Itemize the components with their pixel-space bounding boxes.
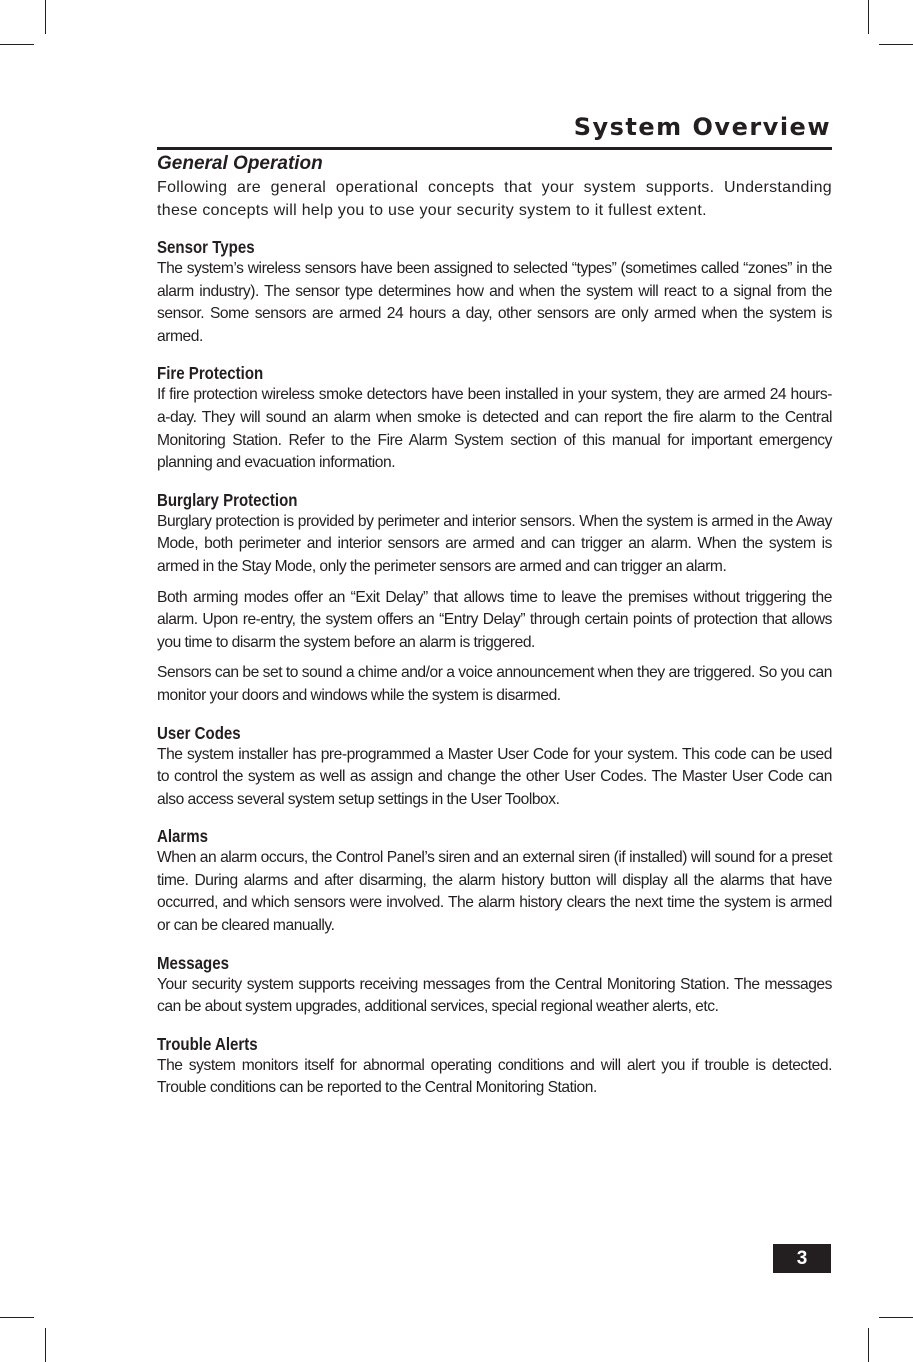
page-title: System Overview <box>573 113 831 141</box>
section-paragraph: The system monitors itself for abnormal operating conditions and will alert you if trouble is detected. Trouble conditions can be reported to the Central Monitoring Station. <box>157 1056 832 1097</box>
general-operation-heading: General Operation <box>157 153 323 174</box>
crop-mark-bottom-right-horizontal <box>879 1317 913 1318</box>
section-heading: Alarms <box>157 826 209 847</box>
section-paragraph: Both arming modes offer an “Exit Delay” that allows time to leave the premises without triggering the alarm. Upon re-entry, the system offers an “Entry Delay” through certain points of protection that allows you time to disarm the system before an alarm is triggered. <box>157 588 832 651</box>
crop-mark-top-left-horizontal <box>0 44 34 45</box>
section-heading: Messages <box>157 952 229 973</box>
title-rule <box>157 147 832 150</box>
section-paragraph: Burglary protection is provided by perimeter and interior sensors. When the system is armed in the Away Mode, both perimeter and interior sensors are armed and can trigger an alarm. When the system is armed in the Stay Mode, only the perimeter sensors are armed and can trigger an alarm. <box>157 512 832 575</box>
section-heading: Fire Protection <box>157 363 264 384</box>
crop-mark-bottom-right-vertical <box>868 1328 869 1362</box>
section-alarms <box>157 825 832 937</box>
section-burglary-protection <box>157 489 832 708</box>
section-paragraph: Sensors can be set to sound a chime and/or a voice announcement when they are triggered. So you can monitor your doors and windows while the system is disarmed. <box>157 664 832 704</box>
section-trouble-alerts <box>157 1033 832 1100</box>
section-heading: Sensor Types <box>157 237 255 257</box>
section-heading: Trouble Alerts <box>157 1033 258 1054</box>
section-user-codes <box>157 722 832 812</box>
section-sensor-types <box>157 236 832 348</box>
section-paragraph: If fire protection wireless smoke detectors have been installed in your system, they are armed 24 hours-a-day. They will sound an alarm when smoke is detected and can report the fire alarm to the Central Monitoring Station. Refer to the Fire Alarm System section of this manual for important emergency planning and evacuation information. <box>157 386 832 472</box>
section-messages <box>157 952 832 1019</box>
crop-mark-bottom-left-horizontal <box>0 1317 34 1318</box>
section-paragraph: The system installer has pre-programmed a Master User Code for your system. This code can be used to control the system as well as assign and change the other User Codes. The Master User Code can also access several system setup settings in the User Toolbox. <box>157 745 832 808</box>
section-paragraph: When an alarm occurs, the Control Panel’s siren and an external siren (if installed) will sound for a preset time. During alarms and after disarming, the alarm history button will display all the alarms that have occurred, and which sensors were involved. The alarm history clears the next time the system is armed or can be cleared manually. <box>157 849 832 935</box>
section-paragraph: The system’s wireless sensors have been assigned to selected “types” (sometimes called “zones” in the alarm industry). The sensor type determines how and when the system will react to a signal from the sensor. Some sensors are armed 24 hours a day, other sensors are only armed when the system is armed. <box>157 260 832 345</box>
page-number: 3 <box>773 1244 831 1273</box>
crop-mark-bottom-left-vertical <box>45 1328 46 1362</box>
crop-mark-top-left-vertical <box>45 0 46 34</box>
section-heading: User Codes <box>157 722 241 743</box>
section-fire-protection <box>157 362 832 474</box>
crop-mark-top-right-vertical <box>868 0 869 34</box>
section-heading: Burglary Protection <box>157 489 298 510</box>
section-paragraph: Your security system supports receiving messages from the Central Monitoring Station. The messages can be about system upgrades, additional services, special regional weather alerts, etc. <box>157 975 832 1016</box>
general-operation-text: Following are general operational concepts that your system supports. Understanding these concepts will help you to use your security system to it fullest extent. <box>157 179 832 219</box>
crop-mark-top-right-horizontal <box>879 44 913 45</box>
page-content <box>157 152 832 1108</box>
